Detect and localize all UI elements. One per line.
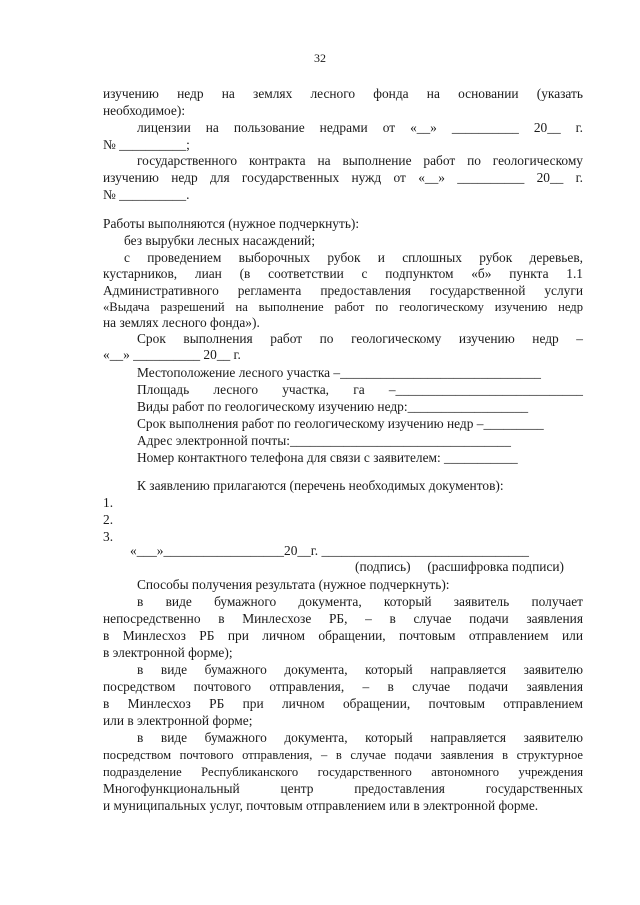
text-line: № __________; [103,137,190,152]
form-field-area: Площадь лесного участка, га –____________________________ [137,382,583,397]
text-line: необходимое): [103,103,186,118]
attachment-item: 3. [103,529,114,544]
text-line: изучению недр на землях лесного фонда на основании (указать [103,86,583,101]
text-line: Многофункциональный центр предоставления государственных [103,781,583,796]
text-line: подразделение Республиканского государственного автономного учреждения [103,765,583,779]
form-field-location: Местоположение лесного участка –______________________________ [137,365,541,380]
text-line: Административного регламента предоставления государственной услуги [103,283,583,298]
text-line: лицензии на пользование недрами от «__» __________ 20__ г. [137,120,583,135]
text-line: Срок выполнения работ по геологическому изучению недр – [137,331,583,346]
page-number: 32 [314,51,326,65]
form-field-deadline: Срок выполнения работ по геологическому изучению недр –_________ [137,416,544,431]
text-line: «__» __________ 20__ г. [103,347,241,362]
text-line: с проведением выборочных рубок и сплошных рубок деревьев, [124,250,583,265]
form-field-phone: Номер контактного телефона для связи с заявителем: ___________ [137,450,518,465]
attachments-heading: К заявлению прилагаются (перечень необходимых документов): [137,478,504,493]
text-line: в виде бумажного документа, который направляется заявителю [137,662,583,677]
text-line: на землях лесного фонда»). [103,315,260,330]
text-line: № __________. [103,187,190,202]
attachment-item: 2. [103,512,114,527]
text-line: в виде бумажного документа, который направляется заявителю [137,730,583,745]
text-line: в Минлесхоз РБ при личном обращении, почтовым отправлением [103,696,583,711]
text-line: кустарников, лиан (в соответствии с подпунктом «б» пункта 1.1 [103,266,583,281]
text-line: непосредственно в Минлесхозе РБ, – в случае подачи заявления [103,611,583,626]
text-line: «Выдача разрешений на выполнение работ по геологическому изучению недр [103,300,583,314]
text-line: Работы выполняются (нужное подчеркнуть): [103,216,360,231]
text-line: в Минлесхоз РБ при личном обращении, почтовым отправлением или [103,628,583,643]
text-line: посредством почтового отправления, – в случае подачи заявления в структурное [103,748,583,762]
form-field-work-types: Виды работ по геологическому изучению недр:__________________ [137,399,529,414]
signature-date-line: «___»__________________20__г. _______________________________ [130,543,530,558]
text-line: посредством почтового отправления, – в случае подачи заявления [103,679,583,694]
form-field-email: Адрес электронной почты:_________________________________ [137,433,511,448]
result-methods-heading: Способы получения результата (нужное подчеркнуть): [137,577,450,592]
text-line: в электронной форме); [103,645,233,660]
text-line: государственного контракта на выполнение работ по геологическому [137,153,583,168]
text-line: изучению недр для государственных нужд от «__» __________ 20__ г. [103,170,583,185]
text-line: без вырубки лесных насаждений; [124,233,316,248]
signature-caption: (подпись) (расшифровка подписи) [355,559,565,574]
text-line: и муниципальных услуг, почтовым отправлением или в электронной форме. [103,798,539,813]
text-line: в виде бумажного документа, который заявитель получает [137,594,583,609]
text-line: или в электронной форме; [103,713,253,728]
attachment-item: 1. [103,495,114,510]
